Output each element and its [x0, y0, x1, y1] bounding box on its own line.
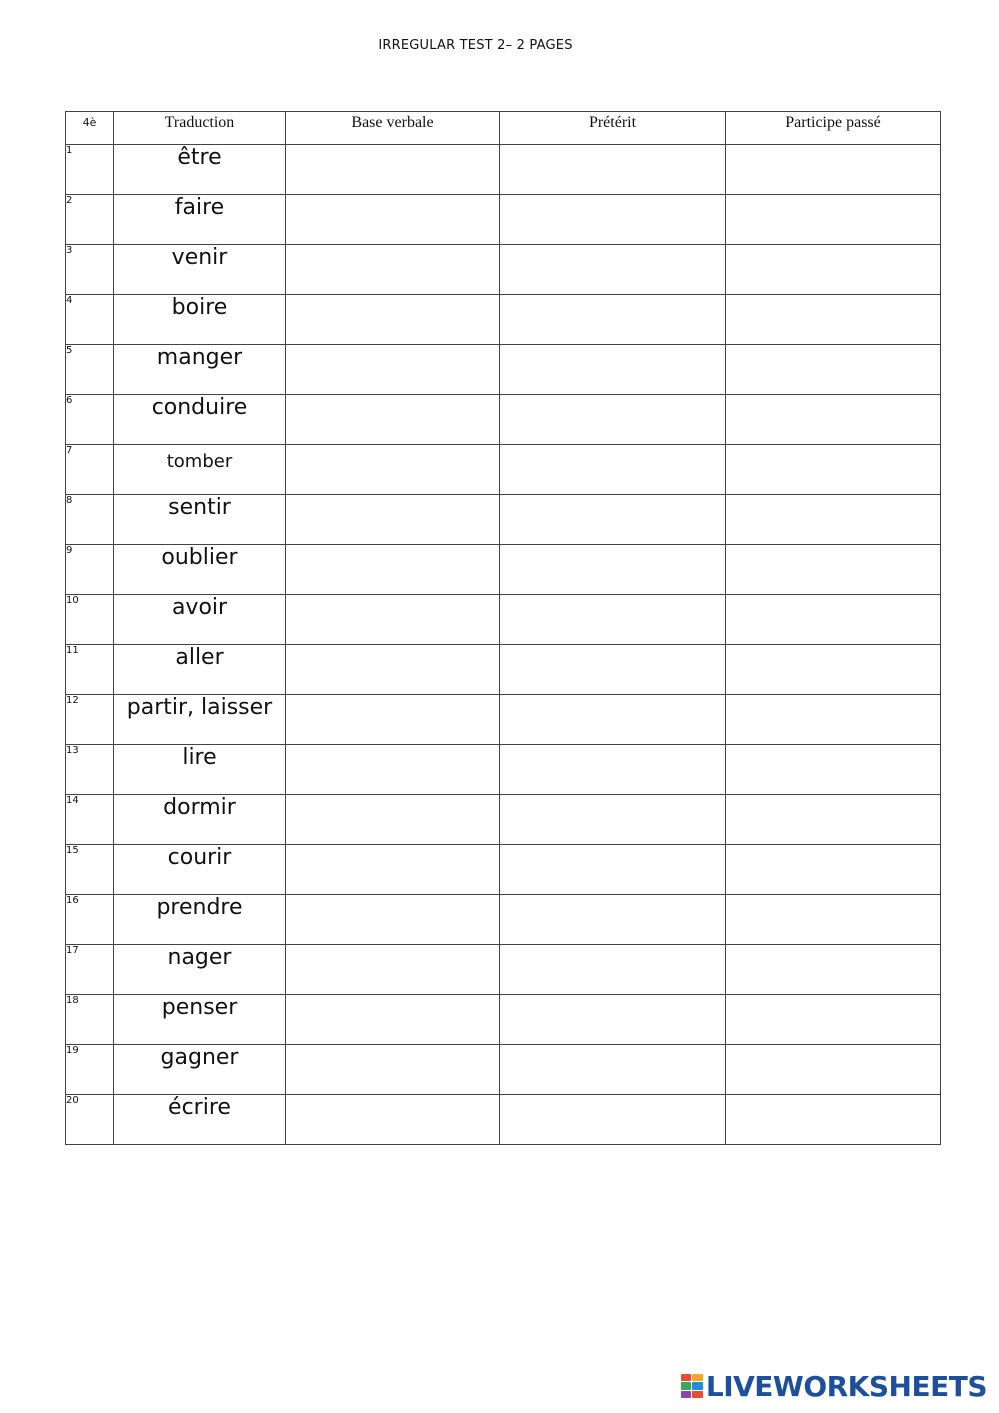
logo-text: LIVEWORKSHEETS: [705, 1369, 987, 1403]
answer-cell-preterit[interactable]: [500, 195, 726, 245]
answer-cell-base-verbale[interactable]: [286, 1095, 500, 1145]
table-row: [66, 495, 941, 545]
table-row: [66, 595, 941, 645]
answer-cell-participe-passe[interactable]: [726, 545, 941, 595]
logo-square: [681, 1391, 692, 1398]
table-row: [66, 945, 941, 995]
verb-table: [65, 111, 941, 1145]
header-level: 4è: [66, 112, 114, 145]
row-traduction: partir, laisser: [114, 695, 286, 745]
answer-cell-preterit[interactable]: [500, 1045, 726, 1095]
table-row: [66, 645, 941, 695]
row-number: 14: [66, 795, 114, 845]
answer-cell-preterit[interactable]: [500, 845, 726, 895]
answer-cell-base-verbale[interactable]: [286, 245, 500, 295]
row-traduction: manger: [114, 345, 286, 395]
row-number: 2: [66, 195, 114, 245]
answer-cell-preterit[interactable]: [500, 745, 726, 795]
answer-cell-preterit[interactable]: [500, 1095, 726, 1145]
answer-cell-participe-passe[interactable]: [726, 995, 941, 1045]
row-number: 4: [66, 295, 114, 345]
answer-cell-participe-passe[interactable]: [726, 345, 941, 395]
table-row: [66, 145, 941, 195]
row-number: 6: [66, 395, 114, 445]
answer-cell-preterit[interactable]: [500, 445, 726, 495]
answer-cell-base-verbale[interactable]: [286, 795, 500, 845]
answer-cell-base-verbale[interactable]: [286, 295, 500, 345]
answer-cell-participe-passe[interactable]: [726, 945, 941, 995]
logo-square: [692, 1382, 703, 1389]
row-number: 20: [66, 1095, 114, 1145]
header-participe-passe: Participe passé: [726, 112, 941, 145]
row-traduction: écrire: [114, 1095, 286, 1145]
row-traduction: oublier: [114, 545, 286, 595]
answer-cell-participe-passe[interactable]: [726, 495, 941, 545]
answer-cell-participe-passe[interactable]: [726, 695, 941, 745]
logo-square: [681, 1382, 692, 1389]
answer-cell-participe-passe[interactable]: [726, 745, 941, 795]
table-row: [66, 1045, 941, 1095]
table-row: [66, 195, 941, 245]
answer-cell-participe-passe[interactable]: [726, 245, 941, 295]
header-traduction: Traduction: [114, 112, 286, 145]
answer-cell-participe-passe[interactable]: [726, 1045, 941, 1095]
answer-cell-base-verbale[interactable]: [286, 545, 500, 595]
table-row: [66, 695, 941, 745]
row-number: 5: [66, 345, 114, 395]
answer-cell-base-verbale[interactable]: [286, 995, 500, 1045]
answer-cell-preterit[interactable]: [500, 295, 726, 345]
logo-square: [692, 1391, 703, 1398]
table-row: [66, 845, 941, 895]
row-number: 9: [66, 545, 114, 595]
row-traduction: venir: [114, 245, 286, 295]
answer-cell-preterit[interactable]: [500, 795, 726, 845]
table-row: [66, 445, 941, 495]
row-number: 13: [66, 745, 114, 795]
answer-cell-preterit[interactable]: [500, 695, 726, 745]
answer-cell-base-verbale[interactable]: [286, 345, 500, 395]
row-traduction: aller: [114, 645, 286, 695]
answer-cell-participe-passe[interactable]: [726, 645, 941, 695]
answer-cell-base-verbale[interactable]: [286, 145, 500, 195]
answer-cell-preterit[interactable]: [500, 645, 726, 695]
row-traduction: sentir: [114, 495, 286, 545]
row-number: 8: [66, 495, 114, 545]
answer-cell-base-verbale[interactable]: [286, 645, 500, 695]
table-header-row: [66, 112, 941, 145]
answer-cell-participe-passe[interactable]: [726, 295, 941, 345]
liveworksheets-logo: [681, 1371, 987, 1401]
row-traduction: conduire: [114, 395, 286, 445]
header-base-verbale: Base verbale: [286, 112, 500, 145]
table-row: [66, 345, 941, 395]
logo-mark-icon: [681, 1374, 703, 1398]
answer-cell-preterit[interactable]: [500, 395, 726, 445]
answer-cell-participe-passe[interactable]: [726, 845, 941, 895]
row-traduction: tomber: [114, 445, 286, 495]
answer-cell-preterit[interactable]: [500, 945, 726, 995]
row-traduction: prendre: [114, 895, 286, 945]
table-row: [66, 395, 941, 445]
row-number: 16: [66, 895, 114, 945]
answer-cell-base-verbale[interactable]: [286, 495, 500, 545]
answer-cell-participe-passe[interactable]: [726, 195, 941, 245]
answer-cell-participe-passe[interactable]: [726, 1095, 941, 1145]
answer-cell-preterit[interactable]: [500, 995, 726, 1045]
row-number: 7: [66, 445, 114, 495]
row-traduction: courir: [114, 845, 286, 895]
answer-cell-participe-passe[interactable]: [726, 895, 941, 945]
row-traduction: lire: [114, 745, 286, 795]
table-row: [66, 245, 941, 295]
answer-cell-base-verbale[interactable]: [286, 945, 500, 995]
row-number: 10: [66, 595, 114, 645]
row-number: 15: [66, 845, 114, 895]
answer-cell-base-verbale[interactable]: [286, 445, 500, 495]
answer-cell-participe-passe[interactable]: [726, 795, 941, 845]
table-row: [66, 545, 941, 595]
page-title: IRREGULAR TEST 2– 2 PAGES: [378, 38, 573, 53]
answer-cell-preterit[interactable]: [500, 345, 726, 395]
logo-square: [692, 1374, 703, 1381]
row-number: 17: [66, 945, 114, 995]
answer-cell-base-verbale[interactable]: [286, 745, 500, 795]
row-number: 18: [66, 995, 114, 1045]
answer-cell-participe-passe[interactable]: [726, 145, 941, 195]
table-row: [66, 745, 941, 795]
answer-cell-base-verbale[interactable]: [286, 695, 500, 745]
table-row: [66, 795, 941, 845]
table-row: [66, 1095, 941, 1145]
answer-cell-preterit[interactable]: [500, 545, 726, 595]
row-traduction: faire: [114, 195, 286, 245]
answer-cell-base-verbale[interactable]: [286, 595, 500, 645]
answer-cell-preterit[interactable]: [500, 895, 726, 945]
table-row: [66, 895, 941, 945]
row-traduction: boire: [114, 295, 286, 345]
answer-cell-preterit[interactable]: [500, 245, 726, 295]
logo-square: [681, 1374, 692, 1381]
row-number: 1: [66, 145, 114, 195]
answer-cell-base-verbale[interactable]: [286, 895, 500, 945]
row-traduction: avoir: [114, 595, 286, 645]
row-traduction: gagner: [114, 1045, 286, 1095]
row-number: 12: [66, 695, 114, 745]
row-traduction: dormir: [114, 795, 286, 845]
row-number: 19: [66, 1045, 114, 1095]
answer-cell-base-verbale[interactable]: [286, 395, 500, 445]
answer-cell-base-verbale[interactable]: [286, 1045, 500, 1095]
row-number: 3: [66, 245, 114, 295]
answer-cell-participe-passe[interactable]: [726, 595, 941, 645]
answer-cell-base-verbale[interactable]: [286, 845, 500, 895]
table-row: [66, 295, 941, 345]
answer-cell-base-verbale[interactable]: [286, 195, 500, 245]
row-traduction: être: [114, 145, 286, 195]
row-number: 11: [66, 645, 114, 695]
row-traduction: penser: [114, 995, 286, 1045]
answer-cell-preterit[interactable]: [500, 495, 726, 545]
answer-cell-participe-passe[interactable]: [726, 395, 941, 445]
table-row: [66, 995, 941, 1045]
header-preterit: Prétérit: [500, 112, 726, 145]
answer-cell-participe-passe[interactable]: [726, 445, 941, 495]
answer-cell-preterit[interactable]: [500, 145, 726, 195]
row-traduction: nager: [114, 945, 286, 995]
answer-cell-preterit[interactable]: [500, 595, 726, 645]
